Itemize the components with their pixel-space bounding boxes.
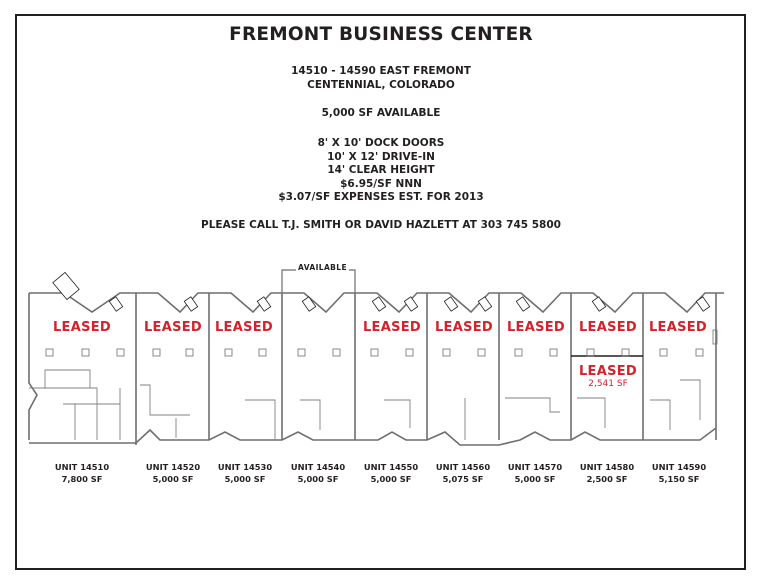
page-title: FREMONT BUSINESS CENTER [229,24,533,45]
leased-label-14550: LEASED [362,320,422,335]
unit-label: UNIT 14560 5,075 SF [435,462,491,484]
unit-label: UNIT 14580 2,500 SF [579,462,635,484]
leased-label-14590: LEASED [648,320,708,335]
leased-label-14530: LEASED [214,320,274,335]
unit-label: UNIT 14540 5,000 SF [290,462,346,484]
leased-label-14510: LEASED [52,320,112,335]
unit-label: UNIT 14550 5,000 SF [363,462,419,484]
unit-label: UNIT 14530 5,000 SF [217,462,273,484]
leased-label-sub-unit: LEASED [578,364,638,379]
feature-item: 10' X 12' DRIVE-IN [327,150,435,163]
unit-label: UNIT 14510 7,800 SF [54,462,110,484]
unit-label: UNIT 14570 5,000 SF [507,462,563,484]
leased-label-14570: LEASED [506,320,566,335]
available-label: AVAILABLE [298,263,347,272]
leased-label-14520: LEASED [143,320,203,335]
contact-text: PLEASE CALL T.J. SMITH OR DAVID HAZLETT AT 303 745 5800 [201,219,561,231]
leased-label-14560: LEASED [434,320,494,335]
address-line-1: 14510 - 14590 EAST FREMONT [291,65,471,77]
feature-item: 14' CLEAR HEIGHT [327,164,435,176]
leased-label-14580: LEASED [578,320,638,335]
unit-label: UNIT 14590 5,150 SF [651,462,707,484]
feature-item: 8' X 10' DOCK DOORS [317,137,445,149]
unit-label: UNIT 14520 5,000 SF [145,462,201,484]
sub-unit-sf: 2,541 SF [588,379,628,389]
feature-item: $3.07/SF EXPENSES EST. FOR 2013 [278,191,484,203]
address-line-2: CENTENNIAL, COLORADO [307,78,455,91]
feature-item: $6.95/SF NNN [340,177,422,190]
availability-text: 5,000 SF AVAILABLE [321,107,441,119]
